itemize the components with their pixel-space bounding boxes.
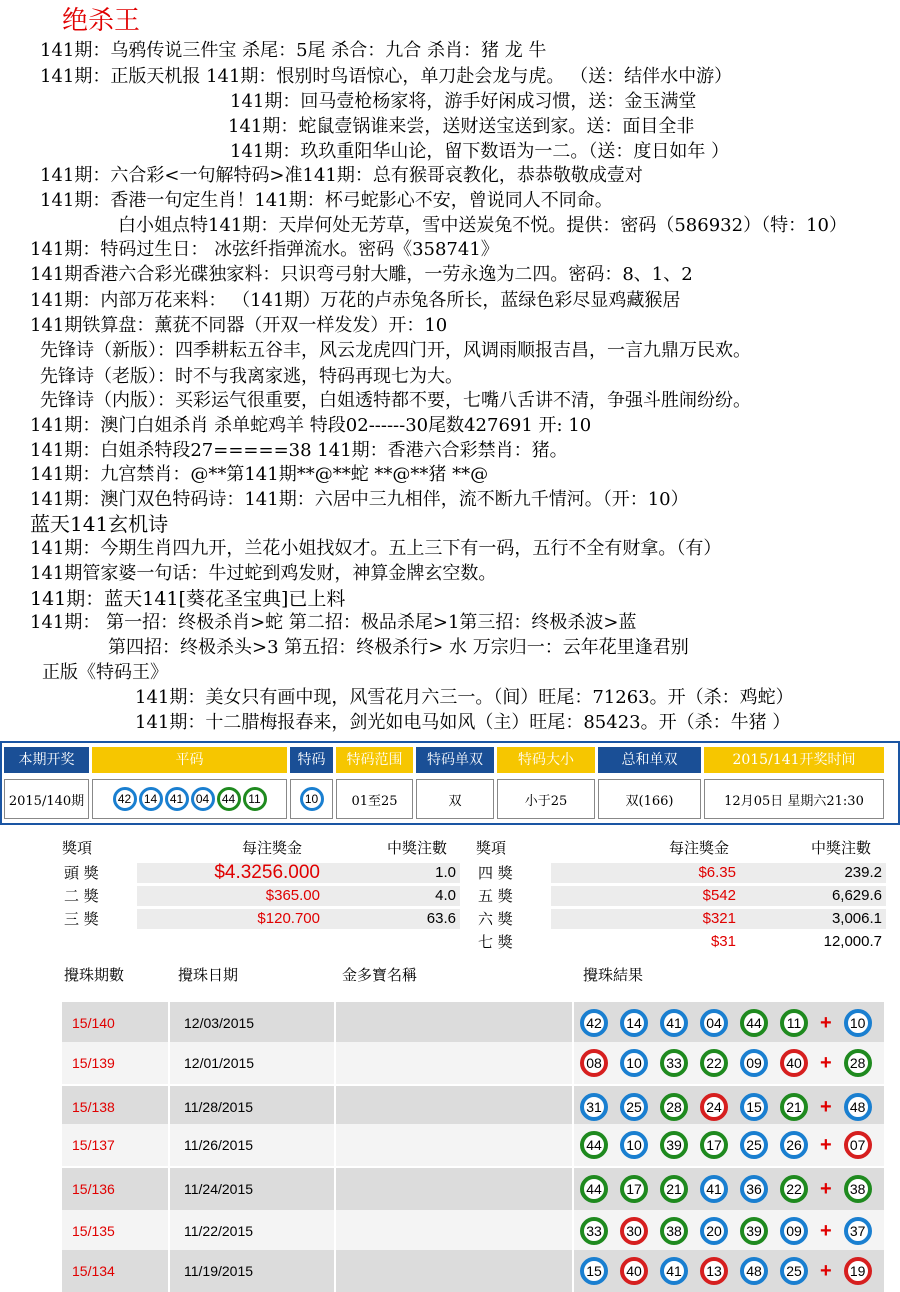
- history-row: [62, 1002, 884, 1044]
- prize-row: [62, 885, 460, 907]
- lottery-ball: 15: [580, 1257, 608, 1285]
- lottery-ball: 08: [580, 1049, 608, 1077]
- text-line: 141期：今期生肖四九开，兰花小姐找奴才。五上三下有一码，五行不全有财拿。（有）: [30, 538, 722, 559]
- history-date: 11/24/2015: [170, 1168, 336, 1210]
- prize-name: 四 獎: [478, 864, 513, 882]
- text-line: 141期：六合彩<一句解特码>准141期：总有猴哥哀教化，恭恭敬敬成壹对: [40, 165, 643, 186]
- header-regular: 平码: [92, 747, 287, 773]
- lottery-ball: 26: [780, 1131, 808, 1159]
- lottery-ball: 10: [620, 1049, 648, 1077]
- lottery-ball: 04: [700, 1009, 728, 1037]
- history-period: 15/138: [62, 1086, 170, 1128]
- prize-row: [476, 931, 886, 953]
- text-line: 141期： 第一招：终极杀肖>蛇 第二招：极品杀尾>1第三招：终极杀波>蓝: [30, 612, 637, 633]
- history-name: [336, 1002, 574, 1044]
- history-period: 15/136: [62, 1168, 170, 1210]
- text-line: 第四招：终极杀头>3 第五招：终极杀行> 水 万宗归一：云年花里逢君别: [108, 637, 689, 658]
- lottery-ball: 44: [740, 1009, 768, 1037]
- special-ball: 28: [844, 1049, 872, 1077]
- header-special: 特码: [290, 747, 333, 773]
- draw-result-table: [0, 741, 900, 825]
- header-current-draw: 本期开奖: [4, 747, 89, 773]
- history-period: 15/135: [62, 1210, 170, 1252]
- lottery-ball: 17: [620, 1175, 648, 1203]
- history-row: [62, 1168, 884, 1210]
- lottery-ball: 48: [740, 1257, 768, 1285]
- lottery-ball: 40: [780, 1049, 808, 1077]
- text-line: 141期：十二腊梅报春来，剑光如电马如风（主）旺尾：85423。开（杀：牛猪 ）: [135, 712, 791, 733]
- history-period: 15/134: [62, 1250, 170, 1292]
- lottery-ball: 24: [700, 1093, 728, 1121]
- prize-row: [476, 862, 886, 884]
- lottery-ball: 44: [217, 787, 241, 811]
- history-name: [336, 1210, 574, 1252]
- prize-col-name: 獎項: [62, 840, 93, 857]
- lottery-ball: 41: [165, 787, 189, 811]
- lottery-ball: 42: [113, 787, 137, 811]
- prize-name: 七 獎: [478, 933, 513, 951]
- history-col-period: 攪珠期數: [64, 966, 125, 984]
- lottery-ball: 44: [580, 1131, 608, 1159]
- history-result: [574, 1124, 884, 1166]
- lottery-ball: 09: [740, 1049, 768, 1077]
- history-name: [336, 1086, 574, 1128]
- text-line: 141期：蛇鼠壹锅谁来尝，送财送宝送到家。送：面目全非: [228, 116, 695, 137]
- lottery-ball: 15: [740, 1093, 768, 1121]
- text-line: 141期：澳门双色特码诗：141期：六居中三九相伴，流不断九千情河。（开：10）: [30, 489, 689, 510]
- prize-col-count: 中獎注數: [811, 840, 872, 857]
- lottery-ball: 44: [580, 1175, 608, 1203]
- prize-col-amount: 每注獎金: [669, 840, 730, 857]
- text-line: 141期管家婆一句话：牛过蛇到鸡发财，神算金牌玄空数。: [30, 563, 497, 584]
- range-cell: 01至25: [336, 779, 413, 819]
- text-line: 白小姐点特141期：天岸何处无芳草，雪中送炭兔不悦。提供：密码（586932）（特：10）: [118, 215, 847, 236]
- prize-amount: $6.35: [698, 864, 736, 881]
- prize-name: 頭 獎: [64, 864, 99, 882]
- prize-amount: $4.3256.000: [214, 862, 320, 883]
- text-line: 先锋诗（老版）：时不与我离家逃，特码再现七为大。: [40, 366, 463, 387]
- lottery-ball: 25: [620, 1093, 648, 1121]
- prize-amount: $542: [702, 887, 736, 904]
- period-cell: 2015/140期: [4, 779, 89, 819]
- prize-name: 二 獎: [64, 887, 99, 905]
- lottery-ball: 21: [780, 1093, 808, 1121]
- history-col-name: 金多寶名稱: [342, 966, 418, 984]
- prize-header-right: [476, 838, 886, 860]
- header-range: 特码范围: [336, 747, 413, 773]
- text-line: 141期：白姐杀特段27=====38 141期：香港六合彩禁肖：猪。: [30, 440, 568, 461]
- text-line: 141期铁算盘：薰莸不同器（开双一样发发）开：10: [30, 315, 448, 336]
- text-line: 蓝天141玄机诗: [30, 512, 169, 536]
- prize-col-count: 中獎注數: [387, 840, 448, 857]
- history-row: [62, 1086, 884, 1128]
- prize-amount: $365.00: [265, 887, 320, 904]
- lottery-ball: 41: [700, 1175, 728, 1203]
- prize-name: 六 獎: [478, 910, 513, 928]
- text-line: 141期：回马壹枪杨家将，游手好闲成习惯，送：金玉满堂: [230, 91, 697, 112]
- result-body-row: [4, 779, 884, 819]
- lottery-ball: 25: [780, 1257, 808, 1285]
- prize-count: 239.2: [844, 864, 882, 881]
- special-ball: 19: [844, 1257, 872, 1285]
- size-cell: 小于25: [497, 779, 595, 819]
- text-line: 141期：内部万花来料： （141期）万花的卢赤兔各所长，蓝绿色彩尽显鸡藏猴居: [30, 290, 681, 311]
- plus-icon: +: [820, 1051, 832, 1074]
- history-result: [574, 1168, 884, 1210]
- lottery-ball: 38: [660, 1217, 688, 1245]
- lottery-ball: 28: [660, 1093, 688, 1121]
- odd-even-cell: 双: [416, 779, 494, 819]
- header-size: 特码大小: [497, 747, 595, 773]
- text-line: 141期：玖玖重阳华山论，留下数语为一二。（送：度日如年 ）: [230, 141, 730, 162]
- history-date: 12/03/2015: [170, 1002, 336, 1044]
- prize-row: [476, 885, 886, 907]
- special-ball-cell: [290, 779, 333, 819]
- prize-name: 五 獎: [478, 887, 513, 905]
- prize-count: 63.6: [426, 910, 456, 927]
- lottery-ball: 04: [191, 787, 215, 811]
- lottery-ball: 41: [660, 1009, 688, 1037]
- lottery-ball: 33: [580, 1217, 608, 1245]
- text-line: 141期：乌鸦传说三件宝 杀尾：5尾 杀合：九合 杀肖：猪 龙 牛: [40, 40, 547, 61]
- prize-header-left: [62, 838, 462, 860]
- history-result: [574, 1250, 884, 1292]
- lottery-ball: 21: [660, 1175, 688, 1203]
- prize-amount: $120.700: [257, 910, 320, 927]
- prize-col-name: 獎項: [476, 840, 507, 857]
- prize-count: 12,000.7: [823, 933, 882, 950]
- history-name: [336, 1168, 574, 1210]
- history-result: [574, 1002, 884, 1044]
- lottery-ball: 22: [700, 1049, 728, 1077]
- history-col-result: 攪珠結果: [583, 966, 644, 984]
- lottery-ball: 30: [620, 1217, 648, 1245]
- plus-icon: +: [820, 1219, 832, 1242]
- prize-amount: $31: [710, 933, 736, 950]
- header-odd-even: 特码单双: [416, 747, 494, 773]
- text-line: 141期：正版天机报 141期：恨别时鸟语惊心，单刀赴会龙与虎。 （送：结伴水中游）: [40, 66, 733, 87]
- plus-icon: +: [820, 1133, 832, 1156]
- lottery-ball: 33: [660, 1049, 688, 1077]
- page-title: 绝杀王: [62, 6, 141, 36]
- history-date: 11/28/2015: [170, 1086, 336, 1128]
- history-result: [574, 1210, 884, 1252]
- history-name: [336, 1124, 574, 1166]
- lottery-ball: 14: [620, 1009, 648, 1037]
- special-ball: 48: [844, 1093, 872, 1121]
- prize-col-amount: 每注獎金: [242, 840, 303, 857]
- lottery-ball: 09: [780, 1217, 808, 1245]
- history-row: [62, 1124, 884, 1166]
- history-period: 15/139: [62, 1042, 170, 1084]
- special-ball: 10: [300, 787, 324, 811]
- prize-name: 三 獎: [64, 910, 99, 928]
- history-period: 15/137: [62, 1124, 170, 1166]
- lottery-ball: 42: [580, 1009, 608, 1037]
- text-line: 141期：澳门白姐杀肖 杀单蛇鸡羊 特段02------30尾数427691 开: 10: [30, 415, 592, 436]
- plus-icon: +: [820, 1095, 832, 1118]
- history-result: [574, 1086, 884, 1128]
- lottery-ball: 17: [700, 1131, 728, 1159]
- history-name: [336, 1042, 574, 1084]
- result-header-row: [4, 747, 884, 773]
- prize-amount: $321: [702, 910, 736, 927]
- history-date: 11/22/2015: [170, 1210, 336, 1252]
- lottery-ball: 20: [700, 1217, 728, 1245]
- text-line: 141期：特码过生日： 冰弦纤指弹流水。密码《358741》: [30, 239, 499, 260]
- header-sum-odd-even: 总和单双: [598, 747, 701, 773]
- text-line: 141期：美女只有画中现，风雪花月六三一。（间）旺尾：71263。开（杀：鸡蛇）: [135, 687, 794, 708]
- prize-count: 1.0: [435, 864, 456, 881]
- history-row: [62, 1042, 884, 1084]
- lottery-ball: 25: [740, 1131, 768, 1159]
- lottery-ball: 39: [660, 1131, 688, 1159]
- lottery-ball: 10: [620, 1131, 648, 1159]
- special-ball: 10: [844, 1009, 872, 1037]
- history-name: [336, 1250, 574, 1292]
- special-ball: 37: [844, 1217, 872, 1245]
- regular-balls-cell: [92, 779, 287, 819]
- header-next-time: 2015/141开奖时间: [704, 747, 884, 773]
- prize-row: [62, 908, 460, 930]
- lottery-ball: 22: [780, 1175, 808, 1203]
- prize-count: 4.0: [435, 887, 456, 904]
- history-date: 11/19/2015: [170, 1250, 336, 1292]
- text-line: 141期香港六合彩光碟独家料：只识弯弓射大雕，一劳永逸为二四。密码：8、1、2: [30, 264, 693, 285]
- history-col-date: 攪珠日期: [178, 966, 239, 984]
- history-date: 11/26/2015: [170, 1124, 336, 1166]
- lottery-ball: 39: [740, 1217, 768, 1245]
- special-ball: 38: [844, 1175, 872, 1203]
- lottery-ball: 40: [620, 1257, 648, 1285]
- history-date: 12/01/2015: [170, 1042, 336, 1084]
- plus-icon: +: [820, 1259, 832, 1282]
- special-ball: 07: [844, 1131, 872, 1159]
- history-row: [62, 1250, 884, 1292]
- text-line: 141期：九宫禁肖：@**第141期**@**蛇 **@**猪 **@: [30, 464, 489, 485]
- text-line: 先锋诗（内版）：买彩运气很重要，白姐透特都不要，七嘴八舌讲不清，争强斗胜闹纷纷。: [40, 390, 751, 411]
- history-period: 15/140: [62, 1002, 170, 1044]
- text-line: 141期：蓝天141[葵花圣宝典]已上料: [30, 588, 346, 610]
- plus-icon: +: [820, 1177, 832, 1200]
- prize-row: [476, 908, 886, 930]
- lottery-ball: 36: [740, 1175, 768, 1203]
- text-line: 先锋诗（新版）：四季耕耘五谷丰，风云龙虎四门开，风调雨顺报吉昌，一言九鼎万民欢。: [40, 340, 751, 361]
- lottery-ball: 31: [580, 1093, 608, 1121]
- next-time-cell: 12月05日 星期六21:30: [704, 779, 884, 819]
- history-row: [62, 1210, 884, 1252]
- plus-icon: +: [820, 1011, 832, 1034]
- lottery-ball: 14: [139, 787, 163, 811]
- lottery-ball: 41: [660, 1257, 688, 1285]
- lottery-ball: 11: [780, 1009, 808, 1037]
- prize-count: 3,006.1: [831, 910, 882, 927]
- sum-odd-even-cell: 双(166): [598, 779, 701, 819]
- lottery-ball: 13: [700, 1257, 728, 1285]
- prize-row: [62, 862, 460, 884]
- text-line: 141期：香港一句定生肖！141期：杯弓蛇影心不安，曾说同人不同命。: [40, 190, 613, 211]
- text-line: 正版《特码王》: [42, 662, 168, 683]
- lottery-ball: 11: [243, 787, 267, 811]
- prize-count: 6,629.6: [831, 887, 882, 904]
- history-result: [574, 1042, 884, 1084]
